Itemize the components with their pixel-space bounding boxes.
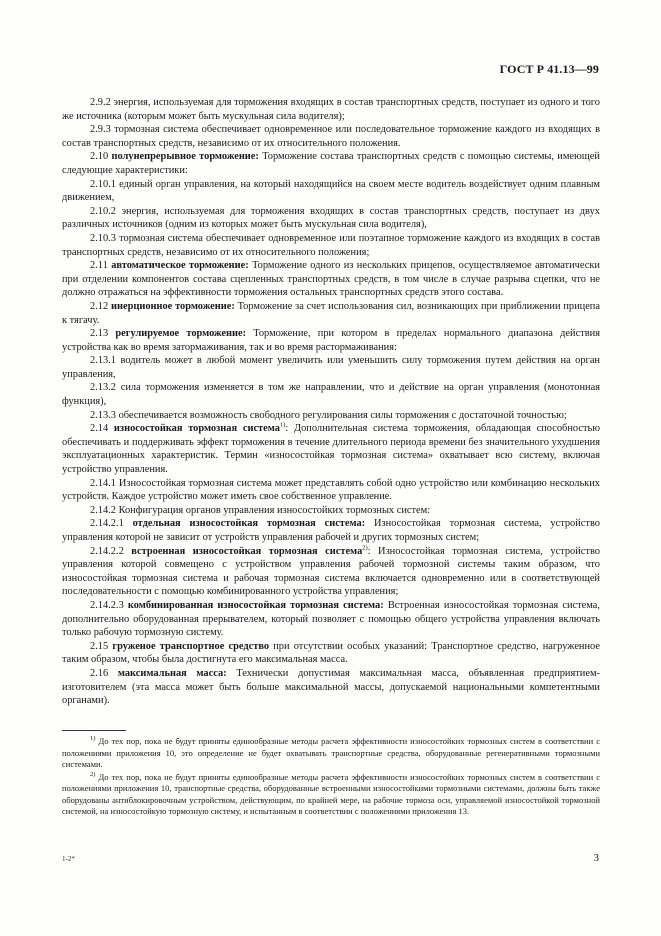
paragraph	[62, 422, 600, 476]
paragraph-text: 2.14.1 Износостойкая тормозная система может представлять собой одно устройство или комбинацию нескольких устройств. Каждое устройство может иметь свое собственное управление.	[62, 477, 600, 503]
clause-number: 2.14.2.2	[90, 545, 124, 557]
paragraph-text: Торможение за счет использования сил, возникающих при приближении прицепа к тягачу.	[62, 300, 600, 326]
paragraph-text: : Дополнительная система торможения, обладающая способностью обеспечивать и поддерживать эффект торможения в течение длительного периода времени без значительного ухудшения эксплуатационных характеристик. Термин «износостойкая тормозная система» охватывает всю систему, включая устройство управления.	[62, 423, 600, 476]
paragraph-text: 2.10.2 энергия, используемая для торможения входящих в состав транспортных средств, поступает из двух различных источников (одним из которых может быть мускульная сила водителя),	[62, 205, 600, 231]
footnote-ref: 2)	[362, 544, 368, 552]
footnote	[62, 772, 600, 818]
defined-term: полунепрерывное торможение:	[111, 151, 259, 163]
paragraph-text: Торможение состава транспортных средств с помощью системы, имеющей следующие характеристики:	[62, 151, 600, 176]
paragraph-text: 2.10.3 тормозная система обеспечивает одновременное или поэтапное торможение каждого из входящих в состав транспортных средств, независимо от их относительного положения;	[62, 232, 600, 258]
clause-number: 2.14.2.3	[90, 599, 124, 611]
paragraph	[62, 96, 600, 123]
footnote-text: До тех пор, пока не будут приняты единообразные методы расчета эффективности износостойких тормозных систем в соответствии с положениями приложения 10, транспортные средства, оборудованные встроенными износостойкими тормозными системами, должны быть также оборудованы антиблокировочным устройством, действующим, по крайней мере, на рабочие тормоза оси, управляемой износостойкой тормозной системой, на износостойкую тормозную систему, и испытанным в соответствии с положениями приложения 13.	[62, 771, 600, 816]
defined-term: комбинированная износостойкая тормозная система:	[127, 599, 384, 611]
footnote-text: До тех пор, пока не будут приняты единообразные методы расчета эффективности износостойких тормозных систем в соответствии с положениями приложения 10, это определение не будет охватывать транспортные средства, оборудованные регенеративными тормозными системами.	[62, 736, 600, 769]
footnote-mark: 1)	[90, 735, 96, 743]
footnote-ref: 1)	[279, 421, 286, 429]
defined-term: максимальная масса:	[117, 667, 227, 679]
defined-term: регулируемое торможение:	[115, 328, 247, 340]
clause-number: 2.13	[90, 328, 109, 340]
paragraph-text: Торможение одного из нескольких прицепов, осуществляемое автоматически при отделении компонентов состава сцепленных транспортных средств, в том числе в случае разрыва сцепки, что не должно отражаться на эффективности торможения остальных транспортных средств этого состава.	[62, 260, 600, 299]
defined-term: износостойкая тормозная система	[113, 423, 280, 435]
footnote-divider	[62, 730, 126, 731]
footnote	[62, 736, 600, 771]
paragraph-text: : Износостойкая тормозная система, устройство управления которой совмещено с устройством управления рабочей тормозной системы таким образом, что износостойкая тормозная система и рабочая тормозная система включается одновременно или в соответствующей последовательности с помощью комбинированного устройства управления;	[62, 545, 600, 598]
paragraph-text: при отсутствии особых указаний: Транспортное средство, нагруженное таким образом, чтобы была достигнута его максимальная масса.	[62, 640, 600, 666]
paragraph	[62, 517, 600, 544]
paragraph	[62, 300, 600, 327]
paragraph	[62, 599, 600, 640]
body-text	[62, 96, 600, 708]
paragraph	[62, 667, 600, 708]
paragraph-text: 2.13.3 обеспечивается возможность свободного регулирования силы торможения с достаточной точностью;	[90, 409, 567, 421]
page-number: 3	[593, 852, 599, 864]
paragraph	[62, 409, 600, 423]
clause-number: 2.14.2.1	[90, 518, 124, 530]
paragraph	[62, 123, 600, 150]
paragraph	[62, 178, 600, 205]
clause-number: 2.11	[90, 260, 108, 272]
paragraph-text: 2.13.1 водитель может в любой момент увеличить или уменьшить силу торможения путем действия на орган управления,	[62, 355, 600, 380]
paragraph	[62, 504, 600, 518]
print-code: 1-2*	[62, 855, 75, 863]
paragraph	[62, 205, 600, 232]
paragraph	[62, 640, 600, 667]
paragraph	[62, 354, 600, 381]
paragraph-text: 2.9.2 энергия, используемая для торможения входящих в состав транспортных средств, поступает из одного и того же источника (которым может быть мускульная сила водителя);	[62, 97, 600, 122]
paragraph-text: Торможение, при котором в пределах нормального диапазона действия устройства как во время затормаживания, так и во время растормаживания:	[62, 328, 600, 353]
paragraph-text: Технически допустимая максимальная масса, объявленная предприятием-изготовителем (эта масса может быть больше максимальной массы, допускаемой национальными компетентными органами).	[62, 667, 600, 707]
paragraph	[62, 232, 600, 259]
paragraph-text: 2.9.3 тормозная система обеспечивает одновременное или последовательное торможение каждого из входящих в состав транспортных средств, независимо от их относительного положения.	[62, 124, 600, 149]
doc-code-header: ГОСТ Р 41.13—99	[499, 62, 599, 76]
defined-term: инерционное торможение:	[110, 300, 235, 312]
footnotes	[62, 736, 600, 819]
clause-number: 2.14	[90, 423, 109, 435]
clause-number: 2.12	[90, 300, 109, 312]
clause-number: 2.15	[90, 640, 109, 652]
paragraph-text: 2.10.1 единый орган управления, на который находящийся на своем месте водитель воздействует одним плавным движением,	[62, 178, 600, 204]
footnote-mark: 2)	[90, 770, 96, 778]
paragraph	[62, 381, 600, 408]
defined-term: встроенная износостойкая тормозная система	[131, 545, 363, 557]
clause-number: 2.10	[90, 151, 109, 163]
paragraph-text: 2.14.2 Конфигурация органов управления износостойких тормозных систем:	[90, 504, 431, 516]
paragraph-text: Встроенная износостойкая тормозная система, дополнительно оборудованная прерывателем, который позволяет с помощью общего устройства управления включать только рабочую тормозную систему.	[62, 599, 600, 639]
paragraph	[62, 545, 600, 599]
defined-term: отдельная износостойкая тормозная система:	[132, 518, 366, 530]
paragraph	[62, 259, 600, 300]
paragraph-text: 2.13.2 сила торможения изменяется в том же направлении, что и действие на орган управления (монотонная функция),	[62, 382, 600, 408]
paragraph	[62, 477, 600, 504]
paragraph	[62, 150, 600, 177]
paragraph	[62, 327, 600, 354]
defined-term: автоматическое торможение:	[111, 260, 249, 272]
defined-term: груженое транспортное средство	[112, 640, 270, 652]
paragraph-text: Износостойкая тормозная система, устройство управления которой не зависит от устройств управления рабочей и других тормозных систем;	[62, 518, 600, 543]
clause-number: 2.16	[90, 667, 109, 679]
